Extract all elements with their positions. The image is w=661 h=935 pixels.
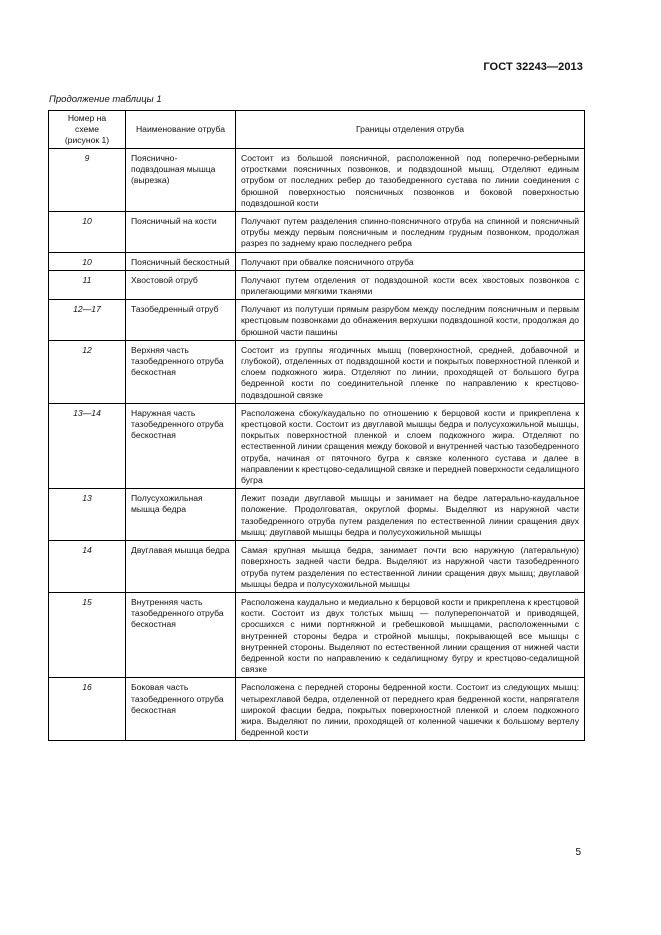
row-cut-name: Внутренняя часть тазобедренного отруба бескостная	[126, 592, 236, 677]
row-scheme-number: 13—14	[49, 403, 126, 488]
table-caption: Продолжение таблицы 1	[49, 94, 162, 105]
row-scheme-number: 10	[49, 212, 126, 253]
table-row	[49, 678, 585, 741]
row-cut-boundaries: Лежит позади двуглавой мышцы и занимает на бедре латерально-каудальное положение. Продолговатая, округлой формы. Выделяют из наружной части тазобедренного отруба путем разделения по естественной линии сращения двух мышц: двуглавой мышцы бедра и полусухожильной мышцы	[236, 489, 585, 541]
row-cut-boundaries: Расположена с передней стороны бедренной кости. Состоит из следующих мышц: четырехглавой бедра, отделенной от переднего края бедренной кости, напрягателя широкой фасции бедра, покрытых поверхностной пленкой и слоем подкожного жира. Выделяют по линии, проходящей от коленной чашечки к большому вертелу бедренной кости	[236, 678, 585, 741]
table-row	[49, 489, 585, 541]
row-scheme-number: 13	[49, 489, 126, 541]
row-cut-boundaries: Получают из полутуши прямым разрубом между последним поясничным и первым крестцовым позвонками до обнажения верхушки подвздошной кости, продолжая до брюшной части пашины	[236, 300, 585, 341]
row-cut-boundaries: Расположена сбоку/каудально по отношению к берцовой кости и прикреплена к крестцовой кости. Состоит из двуглавой мышцы бедра и полусухожильной мышцы, покрытых поверхностной пленкой и слоем подкожного жира. Отделяют по естественной линии сращения между боковой и внутренней частью тазобедренного отруба, начиная от пяточного бугра к связке коленного сустава и далее в направлении к крестцово-седалищной связке и передней поверхности седалищного бугра	[236, 403, 585, 488]
row-cut-name: Поясничный на кости	[126, 212, 236, 253]
table-row	[49, 212, 585, 253]
standard-number: ГОСТ 32243—2013	[483, 61, 583, 73]
table-row	[49, 252, 585, 270]
row-scheme-number: 16	[49, 678, 126, 741]
row-scheme-number: 9	[49, 149, 126, 212]
row-cut-name: Хвостовой отруб	[126, 270, 236, 299]
row-scheme-number: 12	[49, 340, 126, 403]
table-row	[49, 270, 585, 299]
row-cut-name: Наружная часть тазобедренного отруба бескостная	[126, 403, 236, 488]
row-cut-name: Тазобедренный отруб	[126, 300, 236, 341]
row-scheme-number: 15	[49, 592, 126, 677]
header-cut-boundaries: Границы отделения отруба	[236, 111, 585, 149]
row-cut-name: Пояснично-подвздошная мышца (вырезка)	[126, 149, 236, 212]
row-scheme-number: 10	[49, 252, 126, 270]
header-cut-name: Наименование отруба	[126, 111, 236, 149]
row-cut-boundaries: Получают путем отделения от подвздошной кости всех хвостовых позвонков с прилегающими мягкими тканями	[236, 270, 585, 299]
table-row	[49, 340, 585, 403]
page-number: 5	[575, 847, 581, 858]
row-cut-name: Поясничный бескостный	[126, 252, 236, 270]
row-cut-boundaries: Состоит из группы ягодичных мышц (поверхностной, средней, добавочной и глубокой), отделенных от подвздошной кости и покрытых поверхностной пленкой и слоем подкожного жира. Отделяют по линии, проходящей от большого бугра бедренной кости по соединительной пленке по направлению к крестцово-подвздошной связке	[236, 340, 585, 403]
row-cut-name: Полусухожильная мышца бедра	[126, 489, 236, 541]
row-cut-name: Боковая часть тазобедренного отруба бескостная	[126, 678, 236, 741]
row-scheme-number: 11	[49, 270, 126, 299]
row-scheme-number: 14	[49, 541, 126, 593]
header-scheme-number: Номер на схеме (рисунок 1)	[49, 111, 126, 149]
table-row	[49, 149, 585, 212]
row-cut-boundaries: Состоит из большой поясничной, расположенной под поперечно-реберными отростками поясничных позвонков, и подвздошной мышц. Отделяют единым отрубом от последних ребер до тазобедренного сустава по линии соединения с брюшной поверхностью поясничных позвонков и боковой поверхностью подвздошной кости	[236, 149, 585, 212]
row-cut-name: Двуглавая мышца бедра	[126, 541, 236, 593]
row-scheme-number: 12—17	[49, 300, 126, 341]
row-cut-boundaries: Самая крупная мышца бедра, занимает почти всю наружную (латеральную) поверхность задней части бедра. Выделяют из наружной части тазобедренного отруба путем разделения по естественной линии сращения двух мышц; двуглавой мышцы бедра и полусухожильной мышцы	[236, 541, 585, 593]
table-row	[49, 541, 585, 593]
cuts-table	[48, 110, 585, 741]
table-row	[49, 592, 585, 677]
table-row	[49, 300, 585, 341]
row-cut-boundaries: Получают путем разделения спинно-поясничного отруба на спинной и поясничный отрубы между первым поясничным и последним грудным позвонком, продолжая разрез по заднему краю последнего ребра	[236, 212, 585, 253]
table-header-row	[49, 111, 585, 149]
row-cut-boundaries: Расположена каудально и медиально к берцовой кости и прикреплена к крестцовой кости. Состоит из двух толстых мышц — полуперепончатой и приводящей, сросшихся с ними портняжной и гребешковой мышцами, расположенными с внутренней стороны бедра и стройной мышцы, покрывающей все мышцы с внутренней стороны. Выделяют по естественной линии сращения от нижней части бедренной кости по направлению к седалищному бугру и крестцово-седалищной связке	[236, 592, 585, 677]
table-row	[49, 403, 585, 488]
row-cut-name: Верхняя часть тазобедренного отруба бескостная	[126, 340, 236, 403]
row-cut-boundaries: Получают при обвалке поясничного отруба	[236, 252, 585, 270]
